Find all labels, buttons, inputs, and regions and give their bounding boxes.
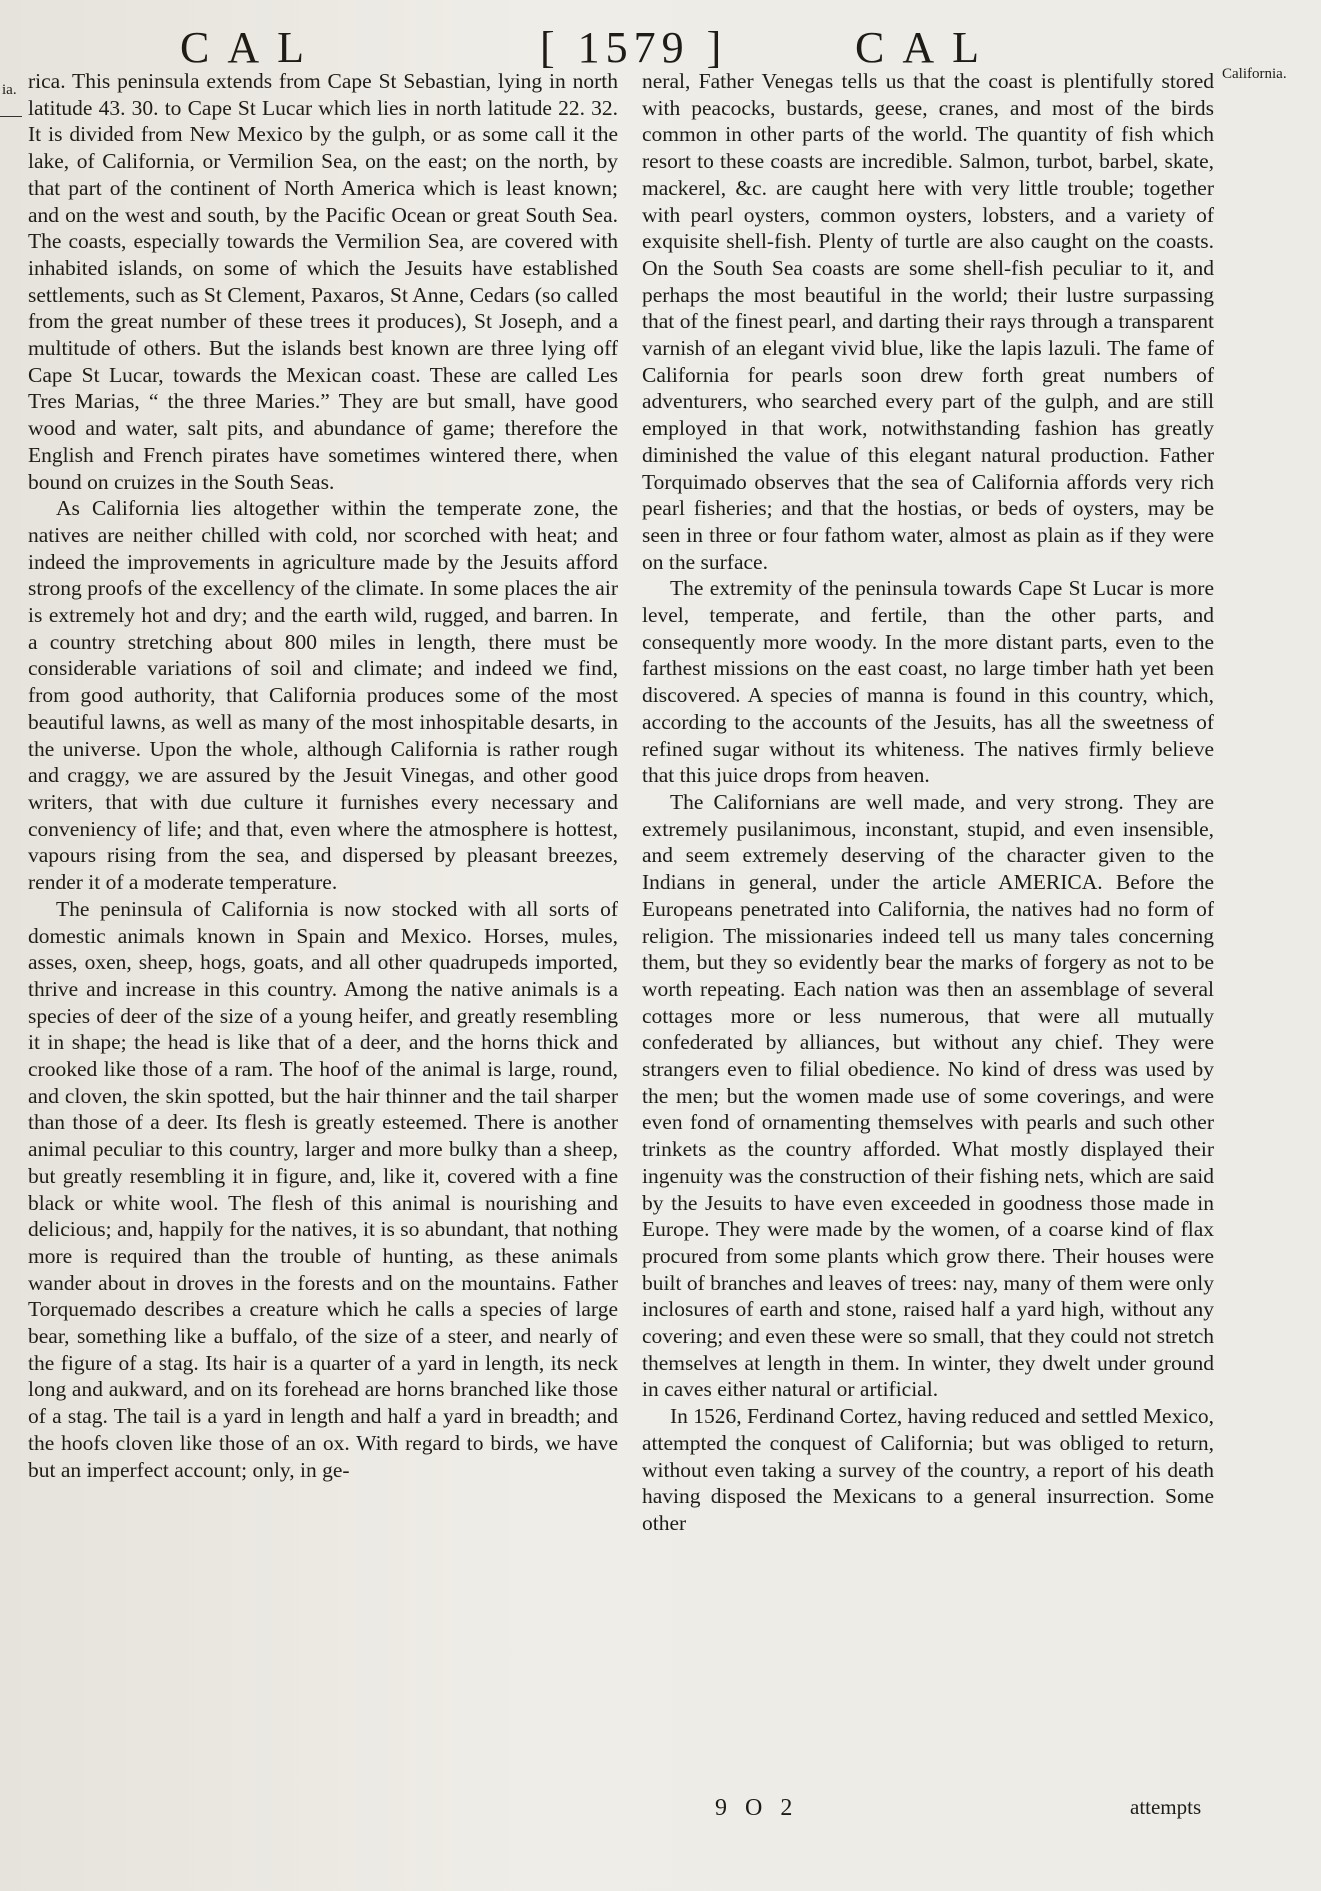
paragraph: neral, Father Venegas tells us that the coast is plentifully stored with peacocks, bustards, geese, cranes, and most of the birds common in other parts of the world. The quantity of fish which resort to these coasts are incredible. Salmon, turbot, barbel, skate, mackerel, &c. are caught here with very little trouble; together with pearl oysters, common oysters, lobsters, and a variety of exquisite shell-fish. Plenty of turtle are also caught on the coasts. On the South Sea coasts are some shell-fish peculiar to it, and perhaps the most beautiful in the world; their lustre surpassing that of the finest pearl, and darting their rays through a transparent varnish of an elegant vivid blue, like the lapis lazuli. The fame of California for pearls soon drew forth great numbers of adventurers, who searched every part of the gulph, and are still employed in that work, notwithstanding fashion has greatly diminished the value of this elegant natural production. Father Torquimado observes that the sea of California affords very rich pearl fisheries; and that the hostias, or beds of oysters, may be seen in three or four fathom water, almost as plain as if they were on the surface.: [642, 69, 1214, 574]
catchword: attempts: [1130, 1795, 1202, 1819]
paragraph: The peninsula of California is now stocked with all sorts of domestic animals known in Spain and Mexico. Horses, mules, asses, oxen, sheep, hogs, goats, and all other quadrupeds imported, thrive and increase in this country. Among the native animals is a species of deer of the size of a young heifer, and greatly resembling it in shape; the head is like that of a deer, and the horns thick and crooked like those of a ram. The hoof of the animal is large, round, and cloven, the skin spotted, but the hair thinner and the tail sharper than those of a deer. Its flesh is greatly esteemed. There is another animal peculiar to this country, larger and more bulky than a sheep, but greatly resembling it in figure, and, like it, covered with a fine black or white wool. The flesh of this animal is nourishing and delicious; and, happily for the natives, it is so abundant, that nothing more is required than the trouble of hunting, as these animals wander about in droves in the forests and on the mountains. Father Torquemado describes a creature which he calls a species of large bear, something like a buffalo, of the size of a steer, and nearly of the figure of a stag. Its hair is a quarter of a yard in length, its neck long and aukward, and on its forehead are horns branched like those of a stag. The tail is a yard in length and half a yard in breadth; and the hoofs cloven like those of an ox. With regard to birds, we have but an imperfect account; only, in ge-: [28, 896, 618, 1482]
signature-mark: 9 O 2: [715, 1795, 799, 1821]
paragraph: In 1526, Ferdinand Cortez, having reduced and settled Mexico, attempted the conquest of California; but was obliged to return, without even taking a survey of the country, a report of his death having disposed the Mexicans to a general insurrection. Some other: [642, 1404, 1214, 1535]
left-column: [28, 68, 618, 1803]
margin-rule: [0, 116, 22, 117]
right-column: [642, 68, 1214, 1803]
page-number: [ 1579 ]: [540, 23, 728, 72]
paragraph: rica. This peninsula extends from Cape St Sebastian, lying in north latitude 43. 30. to Cape St Lucar which lies in north latitude 22. 32. It is divided from New Mexico by the gulph, or as some call it the lake, of California, or Vermilion Sea, on the east; on the north, by that part of the continent of North America which is least known; and on the west and south, by the Pacific Ocean or great South Sea. The coasts, especially towards the Vermilion Sea, are covered with inhabited islands, on some of which the Jesuits have established settlements, such as St Clement, Paxaros, St Anne, Cedars (so called from the great number of these trees it produces), St Joseph, and a multitude of others. But the islands best known are three lying off Cape St Lucar, towards the Mexican coast. These are called Les Tres Marias, “ the three Maries.” They are but small, have good wood and water, salt pits, and abundance of game; therefore the English and French pirates have sometimes wintered there, when bound on cruizes in the South Seas.: [28, 69, 618, 494]
paragraph: The extremity of the peninsula towards Cape St Lucar is more level, temperate, and fertile, than the other parts, and consequently more woody. In the more distant parts, even to the farthest missions on the east coast, no large timber hath yet been discovered. A species of manna is found in this country, which, according to the accounts of the Jesuits, has all the sweetness of refined sugar without its whiteness. The natives firmly believe that this juice drops from heaven.: [642, 576, 1214, 788]
running-head-right: CAL: [855, 23, 997, 72]
margin-note-left: ia.: [2, 82, 17, 98]
margin-note-california: California.: [1222, 66, 1287, 82]
paragraph: As California lies altogether within the temperate zone, the natives are neither chilled with cold, nor scorched with heat; and indeed the improvements in agriculture made by the Jesuits afford strong proofs of the excellency of the climate. In some places the air is extremely hot and dry; and the earth wild, rugged, and barren. In a country stretching about 800 miles in length, there must be considerable variations of soil and climate; and indeed we find, from good authority, that California produces some of the most beautiful lawns, as well as many of the most inhospitable desarts, in the universe. Upon the whole, although California is rather rough and craggy, we are assured by the Jesuit Vinegas, and other good writers, that with due culture it furnishes every necessary and conveniency of life; and that, even where the atmosphere is hottest, vapours rising from the sea, and dispersed by pleasant breezes, render it of a moderate temperature.: [28, 496, 618, 895]
paragraph: The Californians are well made, and very strong. They are extremely pusilanimous, inconstant, stupid, and even insensible, and seem extremely deserving of the character given to the Indians in general, under the article AMERICA. Before the Europeans penetrated into California, the natives had no form of religion. The missionaries indeed tell us many tales concerning them, but they so evidently bear the marks of forgery as not to be worth repeating. Each nation was then an assemblage of several cottages more or less numerous, that were all mutually confederated by alliances, but without any chief. They were strangers even to filial obedience. No kind of dress was used by the men; but the women made use of some coverings, and were even fond of ornamenting themselves with pearls and such other trinkets as the country afforded. What mostly displayed their ingenuity was the construction of their fishing nets, which are said by the Jesuits to have even exceeded in goodness those made in Europe. They were made by the women, of a coarse kind of flax procured from some plants which grow there. Their houses were built of branches and leaves of trees: nay, many of them were only inclosures of earth and stone, raised half a yard high, without any covering; and even these were so small, that they could not stretch themselves at length in them. In winter, they dwelt under ground in caves either natural or artificial.: [642, 789, 1214, 1402]
running-head-left: CAL: [180, 23, 322, 72]
